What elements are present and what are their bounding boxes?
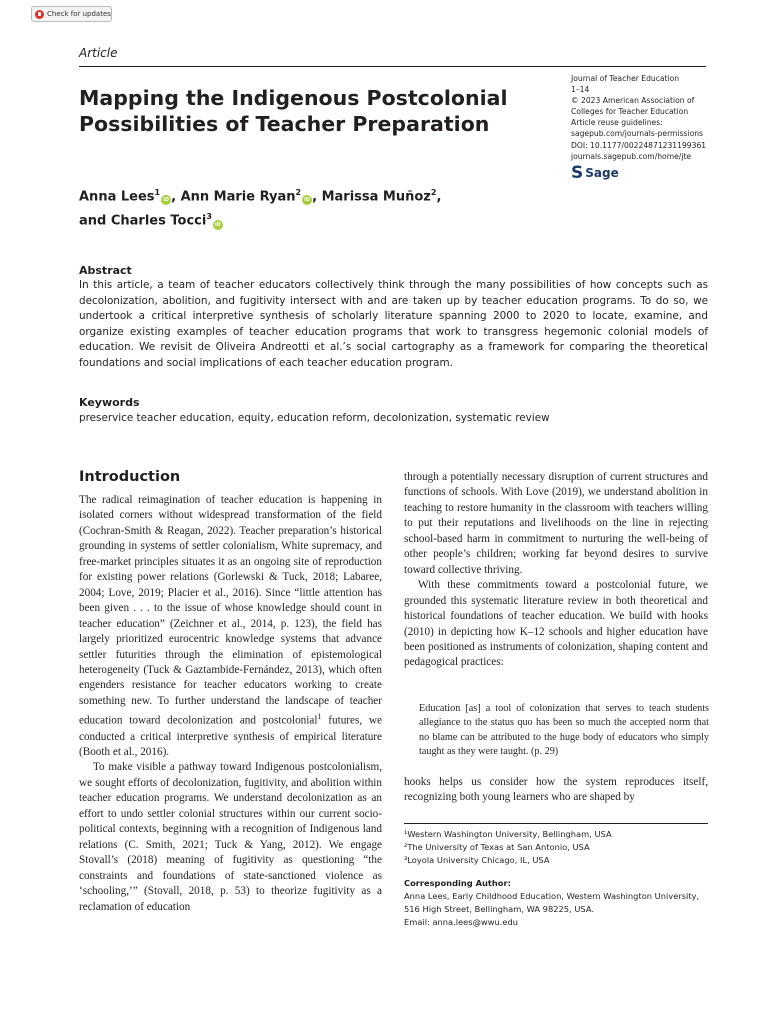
- author-name[interactable]: Charles Tocci: [110, 213, 207, 229]
- introduction-heading: Introduction: [79, 469, 181, 485]
- author-list: Anna Lees$^1$iD , Ann Marie Ryan$^2$iD , Marissa Muñoz$^2$, and Charles Tocci$^3$iD: [79, 188, 442, 229]
- right-column-top: [404, 470, 708, 671]
- block-quote: Education [as] a tool of colonization that serves to teach students allegiance to the status quo has been so much the accepted norm that no blame can be attributed to the huge body of educators who simply taught as they were taught. (p. 29): [419, 703, 709, 758]
- footnote-marker[interactable]: 1: [317, 712, 322, 722]
- affiliation-item: ³Loyola University Chicago, IL, USA: [404, 855, 550, 865]
- affiliation-item: ¹Western Washington University, Bellingham, USA: [404, 829, 612, 839]
- orcid-icon[interactable]: iD: [213, 220, 223, 230]
- doi-link[interactable]: DOI: 10.1177/00224871231199361: [571, 140, 707, 150]
- article-type-label: Article: [79, 46, 118, 60]
- affiliation-marker: 1: [154, 188, 161, 197]
- journal-metadata: [571, 73, 741, 162]
- reuse-link[interactable]: sagepub.com/journals-permissions: [571, 129, 704, 139]
- keywords-text: preservice teacher education, equity, education reform, decolonization, systematic review: [79, 412, 550, 424]
- reuse-label: Article reuse guidelines:: [571, 118, 663, 128]
- journal-home-link[interactable]: journals.sagepub.com/home/jte: [571, 151, 692, 161]
- paper-title: Mapping the Indigenous Postcolonial Possibilities of Teacher Preparation: [79, 86, 508, 136]
- orcid-icon[interactable]: iD: [161, 195, 171, 205]
- affiliation-marker: 3: [206, 212, 212, 222]
- affiliation-marker: 2: [430, 188, 437, 197]
- affiliation-marker: 2: [295, 188, 302, 197]
- corresponding-author-heading: Corresponding Author:: [404, 878, 511, 888]
- intro-paragraph-1: [79, 493, 382, 760]
- left-column: [79, 493, 382, 915]
- footnote-divider: [404, 823, 708, 824]
- sage-logo: [571, 163, 619, 183]
- paragraph-text: The radical reimagination of teacher education is happening in isolated corners without widespread transformation of the field (Cochran-Smith & Reagan, 2022). Teacher preparation’s historical grounding in systems of settler colonialism, White supremacy, and free-market principles situates it as an ongoing site of reproduction for existing power relations (Gorlewski & Tuck, 2018; Labaree, 2004; Love, 2019; Placier et al., 2016). Since “little attention has been given . . . to the issue of whose knowledge should count in teacher education” (Zeichner et al., 2014, p. 123), the field has largely prioritized eurocentric knowledge systems that advance settler futurities through the elimination of epistemological heterogeneity (Tuck & Gaztambide-Fernández, 2013), which often engenders resistance for teacher educators working to create something new. To further understand the landscape of teacher education toward decolonization and postcolonial: [79, 494, 382, 728]
- intro-paragraph-4: With these commitments toward a postcolonial future, we grounded this systematic literature review in both theoretical and historical foundations of teacher education. We build with hooks (2010) in depicting how K–12 schools and higher education have been positioned as instruments of colonization, shaping content and pedagogical practices:: [404, 579, 708, 669]
- abstract-text: In this article, a team of teacher educators collectively think through the many possibilities of how concepts such as decolonization, abolition, and fugitivity intersect with and are taken up by teacher education programs. To do so, we undertook a critical interpretive synthesis of scholarly literature spanning 2000 to 2020 to locate, examine, and organize existing examples of teacher education programs that work to transgress hegemonic colonial models of education. We revisit de Oliveira Andreotti et al.’s social cartography as a framework for comparing the theoretical foundations and social implications of each teacher education program.: [79, 279, 708, 369]
- affiliations: [404, 828, 708, 867]
- check-for-updates-button[interactable]: [31, 6, 112, 22]
- keywords-heading: Keywords: [79, 396, 140, 409]
- corresponding-author-line: 516 High Street, Bellingham, WA 98225, USA.: [404, 903, 594, 914]
- author-name[interactable]: Marissa Muñoz: [321, 189, 431, 205]
- update-icon: [35, 10, 44, 19]
- intro-paragraph-5: hooks helps us consider how the system reproduces itself, recognizing both young learners who are shaped by: [404, 776, 708, 804]
- corresponding-author-email[interactable]: Email: anna.lees@wwu.edu: [404, 916, 519, 927]
- sage-s-icon: S: [571, 163, 584, 183]
- corresponding-author-line: Anna Lees, Early Childhood Education, Western Washington University,: [404, 891, 700, 901]
- intro-paragraph-2: To make visible a pathway toward Indigenous postcolonialism, we sought efforts of decolonization, fugitivity, and abolition within teacher education programs. We understand decolonization as an effort to undo settler colonial structures within our current socio-political contexts, beginning with a recognition of Indigenous land relations (C. Smith, 2021; Tuck & Yang, 2012). We engage Stovall’s (2018) meaning of fugitivity as questioning “the constraints and foundations of state-sanctioned violence as ‘schooling,’” (Stovall, 2018, p. 53) to theorize fugitivity as a reclamation of education: [79, 761, 382, 913]
- page-range: 1–14: [571, 85, 590, 95]
- author-name[interactable]: Anna Lees: [79, 189, 155, 205]
- publisher-name: Sage: [585, 166, 619, 180]
- paragraph-text: futures, we conducted a critical interpretive synthesis of empirical literature (Booth et al., 2016).: [79, 715, 382, 758]
- orcid-icon[interactable]: iD: [302, 195, 312, 205]
- copyright-line-2: Colleges for Teacher Education: [571, 107, 689, 117]
- abstract-heading: Abstract: [79, 264, 132, 277]
- intro-paragraph-3: through a potentially necessary disruption of current structures and functions of schools. With Love (2019), we understand abolition in teaching to restore humanity in the classroom with teachers willing to put their reputations and livelihoods on the line in rejecting school-based harm in commitment to nurturing the well-being of other people’s children; working far beyond desires to survive toward collective thriving.: [404, 471, 708, 576]
- author-name[interactable]: Ann Marie Ryan: [180, 189, 296, 205]
- corresponding-author-details: [404, 890, 724, 928]
- journal-name: Journal of Teacher Education: [571, 74, 680, 83]
- copyright-line: © 2023 American Association of: [571, 96, 695, 106]
- header-divider: [79, 66, 706, 67]
- affiliation-item: ²The University of Texas at San Antonio, USA: [404, 842, 590, 852]
- check-for-updates-label: Check for updates: [47, 10, 111, 18]
